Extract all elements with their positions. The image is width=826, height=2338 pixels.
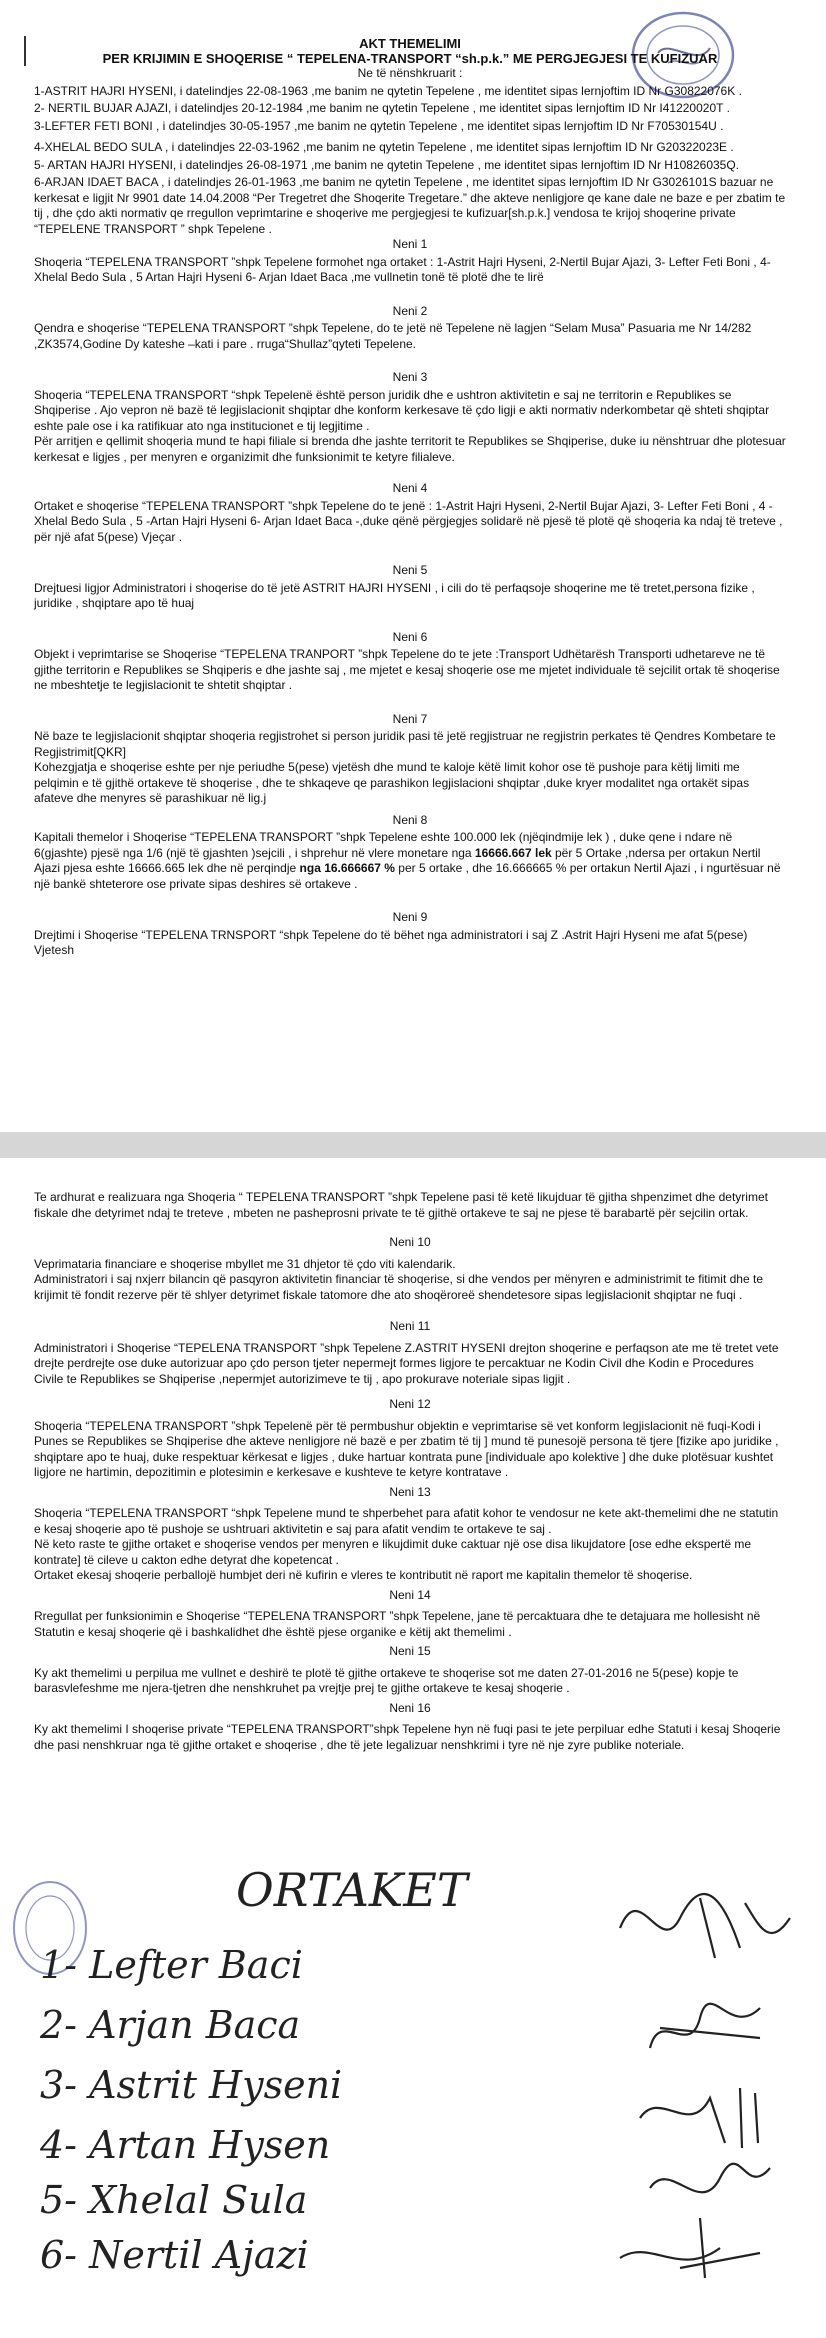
article-heading: Neni 16 xyxy=(389,1700,431,1715)
article-text: Te ardhurat e realizuara nga Shoqeria “ TEPELENA TRANSPORT ”shpk Tepelene pasi të ketë likujduar të gjitha shpenzimet dhe detyrimet fiskale dhe detyrimet ndaj te treteve , mbeten ne pasheprosni private te të gjithë ortakeve te saj ne pjese të barabartë për sejcilin ortak. xyxy=(34,1190,768,1220)
article-text: Administratori i Shoqerise “TEPELENA TRANSPORT ”shpk Tepelene Z.ASTRIT HYSENI drejton shoqerine e perfaqson ate me të tretet vete drejte perdrejte ose duke autorizuar apo çdo person tjeter nepermejt formes ligjore te percaktuar ne Kodin Civil dhe Kodin e Procedures Civile te Republikes se Shqiperise ,nepermjet autorizimeve te tij , apo prokurave noteriale sipas ligjit . xyxy=(34,1340,779,1386)
page1-body xyxy=(34,36,786,959)
capital-text-part: Kapitali themelor i Shoqerise “TEPELENA TRANSPORT ”shpk Tepelene eshte 100.000 lek (njëqindmije lek ) , duke qene i ndare në 6(gjashte) pjesë nga 1/6 (një të gjashten )sejcili , i shprehur në vlere monetare nga xyxy=(34,830,733,860)
founder-entry: 4-XHELAL BEDO SULA , i datelindjes 22-03-1962 ,me banim ne qytetin Tepelene , me identitet sipas lernjoftim ID Nr G20322023E . xyxy=(34,140,734,154)
article-text-capital xyxy=(34,830,786,892)
article-heading: Neni 4 xyxy=(392,481,428,495)
article-heading: Neni 9 xyxy=(392,910,428,924)
article-text: Qendra e shoqerise “TEPELENA TRANSPORT ”shpk Tepelene, do te jetë në Tepelene në lagjen “Selam Musa” Pasuaria me Nr 14/282 ,ZK3574,Godine Dy kateshe –kati i pare . rruga“Shullaz”qyteti Tepelene. xyxy=(34,321,752,351)
signatories-intro: Ne të nënshkruarit : xyxy=(357,66,463,80)
capital-percent: nga 16.666667 % xyxy=(299,861,395,875)
article-text: Shoqeria “TEPELENA TRANSPORT ”shpk Tepelene formohet nga ortaket : 1-Astrit Hajri Hyseni, 2-Nertil Bujar Ajazi, 3- Lefter Feti Boni , 4- Xhelal Bedo Sula , 5 Artan Hajri Hyseni 6- Arjan Idaet Baca ,me vullnetin tonë të plotë dhe te lirë xyxy=(34,254,771,284)
page-separator xyxy=(0,1132,826,1158)
article-heading: Neni 15 xyxy=(389,1644,431,1658)
document-title: AKT THEMELIMI xyxy=(359,36,461,51)
founder-entry: 5- ARTAN HAJRI HYSENI, i datelindjes 26-08-1971 ,me banim ne qytetin Tepelene , me identitet sipas lernjoftim ID Nr H10826035Q. xyxy=(34,157,740,172)
article-text: Veprimataria financiare e shoqerise mbyllet me 31 dhjetor të çdo viti kalendarik. Administratori i saj nxjerr bilancin që pasqyron aktivitetin financiar të shoqerise, si dhe vendos per mënyren e administrimit te fitimit dhe te krijimit të fondit rezerve për të shlyer detyrimet fiskale tatomore dhe ato shoqëroreë shendetesore sipas legjislacionit shqiptar ne fuqi . xyxy=(34,1256,763,1302)
founder-entry: 1-ASTRIT HAJRI HYSENI, i datelindjes 22-08-1963 ,me banim ne qytetin Tepelene , me identitet sipas lernjoftim ID Nr G30822076K . xyxy=(34,83,742,98)
document-page-1 xyxy=(0,0,826,1132)
signatory-name: 3- Astrit Hyseni xyxy=(40,2063,343,2107)
signature-scribble xyxy=(620,2218,760,2278)
article-heading: Neni 2 xyxy=(392,303,428,318)
article-heading: Neni 5 xyxy=(392,563,428,577)
article-text: Ortaket e shoqerise “TEPELENA TRANSPORT ”shpk Tepelene do te jenë : 1-Astrit Hajri Hyseni, 2-Nertil Bujar Ajazi, 3- Lefter Feti Boni , 4 -Xhelal Bedo Sula , 5 -Artan Hajri Hyseni 6- Arjan Idaet Baca -,duke qënë përgjegjes solidarë në pjesë të plotë që shoqeria ka ndaj të treteve , për një afat 5(pese) Vjeçar . xyxy=(34,498,783,544)
article-text: Drejtimi i Shoqerise “TEPELENA TRNSPORT “shpk Tepelene do të bëhet nga administratori i saj Z .Astrit Hajri Hyseni me afat 5(pese) Vjetesh xyxy=(34,927,748,957)
article-heading: Neni 14 xyxy=(389,1587,431,1602)
article-heading: Neni 8 xyxy=(392,812,428,827)
article-heading: Neni 3 xyxy=(392,370,428,384)
signatory-name: 2- Arjan Baca xyxy=(40,2003,301,2047)
signature-scribble xyxy=(640,2088,758,2148)
article-heading: Neni 1 xyxy=(392,237,428,251)
founders-list xyxy=(34,84,786,238)
article-heading: Neni 7 xyxy=(392,711,428,726)
article-text: Ky akt themelimi I shoqerise private “TEPELENA TRANSPORT”shpk Tepelene hyn në fuqi pasi te jete perpiluar edhe Statuti i kesaj Shoqerie dhe pasi nenshkruar nga të gjithe ortaket e shoqerise , dhe të jete legalizuar nenshkrimi i tyre në nje zyre publike noteriale. xyxy=(34,1722,781,1752)
signature-scribble xyxy=(620,1894,790,1958)
article-heading: Neni 11 xyxy=(389,1319,431,1333)
founder-entry: 3-LEFTER FETI BONI , i datelindjes 30-05-1957 ,me banim ne qytetin Tepelene , me identitet sipas lernjoftim ID Nr F70530154U . xyxy=(34,118,724,133)
capital-text-part: per 5 ortake , dhe 16.666665 % per ortakun Nertil Ajazi , i ngurtësuar në një bankë shteterore ose private sipas deshires së ortakeve . xyxy=(34,861,781,891)
capital-amount: 16666.667 lek xyxy=(474,845,552,860)
signatory-name: 4- Artan Hysen xyxy=(40,2123,331,2167)
article-heading: Neni 13 xyxy=(389,1484,431,1499)
article-heading: Neni 10 xyxy=(389,1235,431,1249)
article-text: Shoqeria “TEPELENA TRANSPORT “shpk Tepelene mund te shperbehet para afatit kohor te vendosur ne kete akt-themelimi dhe ne statutin e kesaj shoqerie apo të pushoje se ushtruari aktivitetin e saj para afatit vendim te ortakeve te saj . Në keto raste te gjithe ortaket e shoqerise vendos per menyren e likujdimit duke caktuar një ose disa likujdatore [ose edhe ekspertë me kontrate] të cileve u cakton edhe detyrat dhe kopetencat . Ortaket ekesaj shoqerie perballojë humbjet deri në kufirin e vleres te kontributit në raport me kapitalin themelor të shoqerise. xyxy=(34,1506,779,1582)
article-text: Drejtuesi ligjor Administratori i shoqerise do të jetë ASTRIT HAJRI HYSENI , i cili do të perfaqsoje shoqerine me të tretet,persona fizike , juridike , shqiptare apo të huaj xyxy=(34,580,755,610)
signature-scribble xyxy=(650,2164,770,2193)
document-page-2 xyxy=(0,1158,826,2338)
article-text: Rregullat per funksionimin e Shoqerise “TEPELENA TRANSPORT ”shpk Tepelene, jane të percaktuara dhe te detajuara me hollesisht në Statutin e kesaj shoqerie që i bashkalidhet dhe është pjese organike e këtij akt themelimi . xyxy=(34,1609,761,1639)
founder-entry: 2- NERTIL BUJAR AJAZI, i datelindjes 20-12-1984 ,me banim ne qytetin Tepelene , me identitet sipas lernjoftim ID Nr I41220020T . xyxy=(34,101,730,115)
article-text: Ky akt themelimi u perpilua me vullnet e deshirë te plotë të gjithe ortakeve te shoqerise sot me daten 27-01-2016 ne 5(pese) kopje te barasvlefeshme me njera-tjetren dhe nenshkruhet pa vrejtje prej te gjithe ortakeve te kesaj shoqerie . xyxy=(34,1665,739,1695)
capital-text-part: për 5 Ortake ,ndersa per ortakun Nertil Ajazi pjesa eshte 16666.665 lek dhe në perqindje xyxy=(34,845,761,875)
margin-mark xyxy=(24,36,26,66)
article-heading: Neni 6 xyxy=(392,629,428,644)
signature-scribble xyxy=(650,2004,760,2048)
article-text: Shoqeria “TEPELENA TRANSPORT “shpk Tepelenë është person juridik dhe e ushtron aktivitetin e saj ne territorin e Republikes se Shqiperise . Ajo vepron në bazë të legjislacionit shqiptar dhe konform kerkesave të çdo ligji e akti normativ nderkombetar që shteti shqiptar eshte pale ose i ka ratifikuar ato nga institucionet e tij legjitime . Për arritjen e qellimit shoqeria mund te hapi filiale si brenda dhe jashte territorit te Republikes se Shqiperise, duke iu nënshtruar dhe plotesuar kerkesat e ligjes , per menyren e organizimit dhe funksionimit te ketyre filialeve. xyxy=(34,387,786,464)
page2-body xyxy=(34,1188,786,1753)
signatory-name: 5- Xhelal Sula xyxy=(40,2178,308,2222)
founder-entry: 6-ARJAN IDAET BACA , i datelindjes 26-01-1963 ,me banim ne qytetin Tepelene , me identitet sipas lernjoftim ID Nr G3026101S bazuar ne kerkesat e ligjit Nr 9901 date 14.04.2008 “Per Tregetret dhe Shoqerite Tregetare.” dhe akteve nenligjore qe kane dale ne baze e per zbatim te tij , dhe çdo akti normativ qe rregullon veprimtarine e shoqerive me pergjegjesi te kufizuar[sh.p.k.] vendosa te krijoj shoqerine private “TEPELENE TRANSPORT ” shpk Tepelene . xyxy=(34,175,786,236)
notary-stamp xyxy=(14,1882,86,1974)
article-text: Në baze te legjislacionit shqiptar shoqeria regjistrohet si person juridik pasi të jetë regjistruar ne regjistrin perkates të Qendres Kombetare te Regjistrimit[QKR] Kohezgjatja e shoqerise eshte per nje periudhe 5(pese) vjetësh dhe mund te kaloje këtë limit kohor ose të pushoje para këtij limiti me pelqimin e të gjithë ortakeve të shoqerise , dhe te shkaqeve qe parashikon legjislacioni shqiptar ,duke kryer modalitet nga ortakët sipas afateve dhe menyres së parashikuar në lig.j xyxy=(34,729,776,805)
article-heading: Neni 12 xyxy=(389,1397,431,1411)
signatory-name: 1- Lefter Baci xyxy=(40,1943,303,1987)
document-subtitle: PER KRIJIMIN E SHOQERISE “ TEPELENA-TRANSPORT “sh.p.k.” ME PERGJEGJESI TE KUFIZUAR xyxy=(102,51,718,66)
signatory-name: 6- Nertil Ajazi xyxy=(40,2233,309,2277)
article-text: Shoqeria “TEPELENA TRANSPORT ”shpk Tepelenë për të permbushur objektin e veprimtarise së vet konform legjislacionit në fuqi-Kodi i Punes se Republikes se Shqiperise dhe akteve nenligjore në bazë e per zbatim të tij ] mund të punesojë persona të tjere [fizike apo juridike , shqiptare apo te huaj, duke respektuar kërkesat e ligjes , duke hartuar kontrata pune [individuale apo kolektive ] dhe duke plotësuar kushtet ligjore ne hartimin, depozitimin e plotesimin e kerkesave e kushteve te ketyre kontratave . xyxy=(34,1418,779,1479)
signatures-heading: ORTAKET xyxy=(236,1863,468,1917)
article-text: Objekt i veprimtarise se Shoqerise “TEPELENA TRANPORT ”shpk Tepelene do te jete :Transport Udhëtarësh Transporti udhetareve ne të gjithe territorin e Republikes se Shqiperis e dhe jashte saj , me mjetet e kesaj shoqerie ose me mjetet individuale të sejcilit ortak të shoqerise ne mbeshtetje te legjislacionit te shtetit shqiptar . xyxy=(34,647,780,692)
